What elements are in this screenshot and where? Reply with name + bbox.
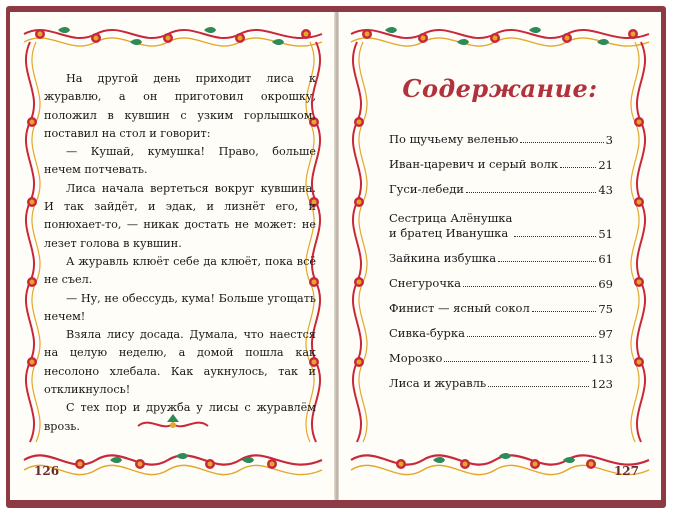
toc-entry-title: По щучьему веленью	[389, 132, 519, 146]
paragraph: А журавль клюёт себе да клюёт, пока всё не съел.	[44, 254, 316, 287]
toc-entry-title: Лиса и журавль	[389, 376, 487, 390]
toc-leader-dots	[463, 286, 596, 287]
toc-entry-title: Финист — ясный сокол	[389, 301, 530, 315]
toc-entry-page: 75	[598, 302, 613, 316]
toc-entry[interactable]	[389, 172, 613, 197]
toc-leader-dots	[498, 261, 596, 262]
paragraph: — Кушай, кумушка! Право, больше нечем потчевать.	[44, 145, 316, 177]
toc-leader-dots	[466, 192, 596, 193]
right-page	[338, 12, 661, 500]
toc-entry-page: 43	[598, 183, 613, 197]
toc-entry-page: 69	[598, 277, 613, 291]
toc-entry-page: 21	[598, 158, 613, 172]
toc-entry-title: Морозко	[389, 351, 443, 365]
toc-entry[interactable]	[389, 241, 613, 266]
toc-entry-title: Сестрица Алёнушка и братец Иванушка	[389, 211, 513, 240]
left-page	[10, 12, 337, 500]
toc-entry-title: Гуси-лебеди	[389, 182, 464, 196]
toc-entry-title: Зайкина избушка	[389, 251, 497, 265]
toc-leader-dots	[520, 142, 603, 143]
toc-entry[interactable]	[389, 291, 613, 316]
table-of-contents	[389, 122, 613, 391]
paragraph: — Ну, не обессудь, кума! Больше угощать нечем!	[44, 291, 316, 323]
toc-leader-dots	[444, 361, 589, 362]
paragraph: Взяла лису досада. Думала, что наестся на целую неделю, а домой пошла как несолоно хлебала. Как аукнулось, так и откликнулось!	[44, 328, 316, 397]
paragraph: С тех пор и дружба у лисы с журавлём врозь.	[44, 401, 316, 433]
toc-leader-dots	[467, 336, 596, 337]
toc-entry-title: Сивка-бурка	[389, 326, 465, 340]
toc-entry-page: 61	[598, 252, 613, 266]
toc-entry[interactable]	[389, 266, 613, 291]
toc-entry-page: 97	[598, 327, 613, 341]
toc-leader-dots	[514, 236, 596, 237]
toc-leader-dots	[488, 386, 589, 387]
toc-entry-title: Иван-царевич и серый волк	[389, 157, 559, 171]
ornament-divider	[136, 412, 210, 434]
toc-entry-page: 113	[591, 352, 613, 366]
toc-entry[interactable]	[389, 122, 613, 147]
toc-leader-dots	[560, 167, 596, 168]
page-number-left: 126	[34, 464, 60, 478]
toc-entry-page: 51	[598, 227, 613, 241]
toc-entry-title: Снегурочка	[389, 276, 461, 290]
toc-entry[interactable]	[389, 316, 613, 341]
toc-entry[interactable]	[389, 341, 613, 366]
story-text	[44, 70, 316, 436]
toc-entry[interactable]	[389, 147, 613, 172]
toc-entry-page: 3	[605, 133, 613, 147]
toc-entry-page: 123	[591, 377, 613, 391]
toc-heading: Содержание:	[402, 74, 598, 103]
toc-leader-dots	[532, 311, 597, 312]
toc-entry[interactable]	[389, 197, 613, 241]
paragraph: Лиса начала вертеться вокруг кувшина. И так зайдёт, и эдак, и лизнёт его, и понюхает-то, — никак достать не может: не лезет голова в кувшин.	[44, 181, 316, 250]
page-number-right: 127	[613, 464, 639, 478]
toc-entry[interactable]	[389, 366, 613, 391]
paragraph: На другой день приходит лиса к журавлю, а он приготовил окрошку, положил в кувшин с узким горлышком, поставил на стол и говорит:	[44, 72, 316, 140]
